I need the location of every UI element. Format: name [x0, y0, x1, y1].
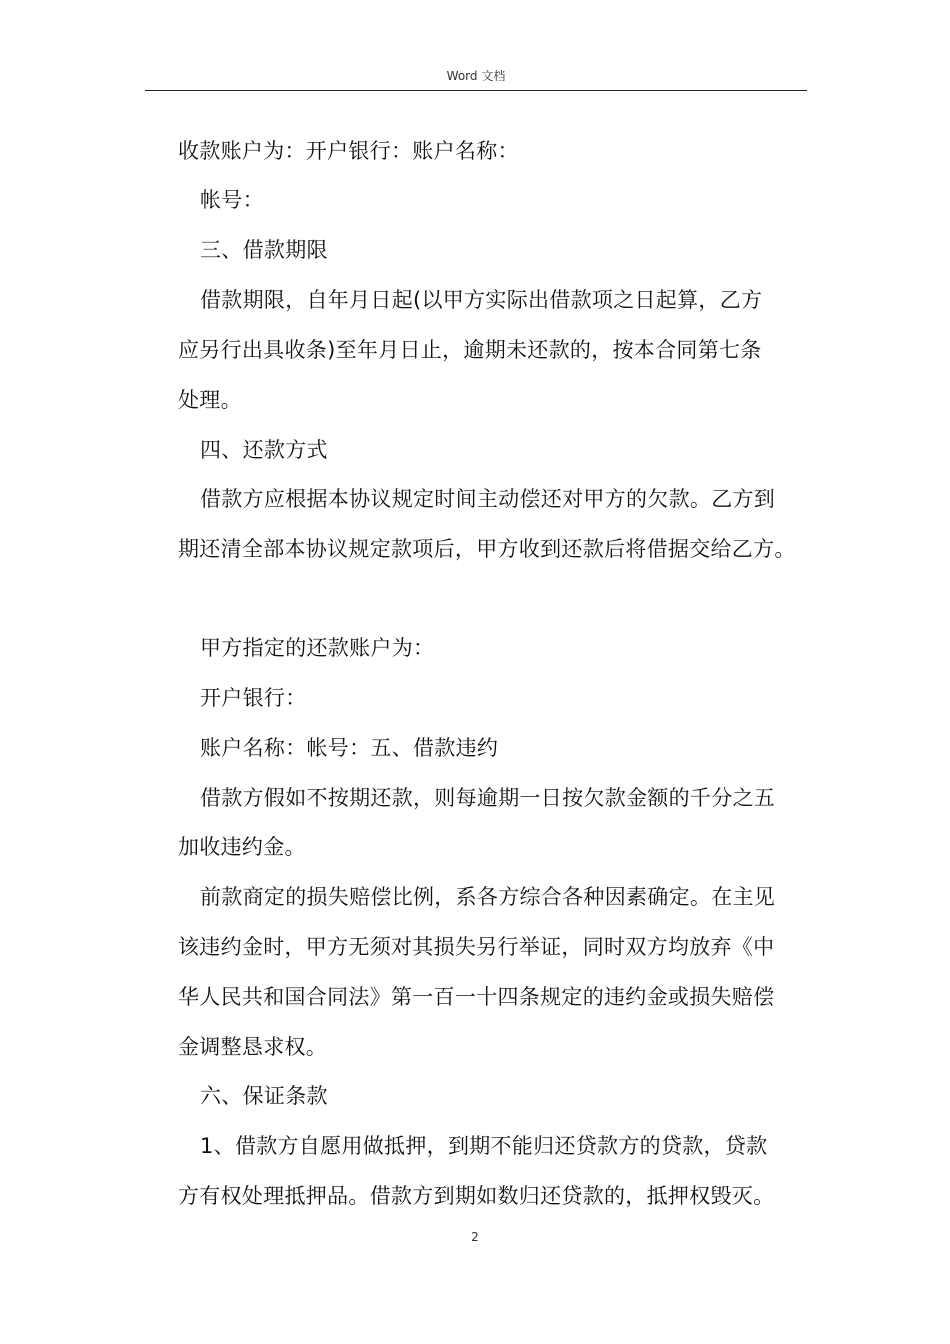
text-line: 借款方假如不按期还款，则每逾期一日按欠款金额的千分之五 [200, 786, 776, 810]
text-line: 期还清全部本协议规定款项后，甲方收到还款后将借据交给乙方。 [178, 537, 796, 561]
text-line: 应另行出具收条)至年月日止，逾期未还款的，按本合同第七条 [178, 338, 762, 362]
text-line: 1、借款方自愿用做抵押，到期不能归还贷款方的贷款，贷款 [200, 1134, 768, 1158]
text-line: 借款方应根据本协议规定时间主动偿还对甲方的欠款。乙方到 [200, 487, 776, 511]
text-line: 加收违约金。 [178, 835, 306, 859]
text-line: 该违约金时，甲方无须对其损失另行举证，同时双方均放弃《中 [178, 935, 775, 959]
text-line: 前款商定的损失赔偿比例，系各方综合各种因素确定。在主见 [200, 885, 776, 909]
page-header [145, 68, 807, 91]
text-line: 开户银行： [200, 686, 307, 710]
text-line: 借款期限，自年月日起(以甲方实际出借款项之日起算，乙方 [200, 288, 763, 312]
text-line: 帐号： [200, 188, 264, 212]
header-title: Word 文档 [446, 69, 506, 83]
text-line: 账户名称：帐号：五、借款违约 [200, 736, 499, 760]
page-number: 2 [471, 1230, 479, 1244]
text-line: 金调整恳求权。 [178, 1035, 328, 1059]
text-line: 华人民共和国合同法》第一百一十四条规定的违约金或损失赔偿 [178, 985, 775, 1009]
section-heading: 三、借款期限 [200, 238, 328, 262]
text-line: 处理。 [178, 388, 242, 412]
text-line: 方有权处理抵押品。借款方到期如数归还贷款的，抵押权毁灭。 [178, 1184, 775, 1208]
section-heading: 六、保证条款 [200, 1084, 328, 1108]
section-heading: 四、还款方式 [200, 438, 328, 462]
text-line: 收款账户为：开户银行：账户名称： [178, 139, 519, 163]
text-line: 甲方指定的还款账户为： [200, 636, 435, 660]
